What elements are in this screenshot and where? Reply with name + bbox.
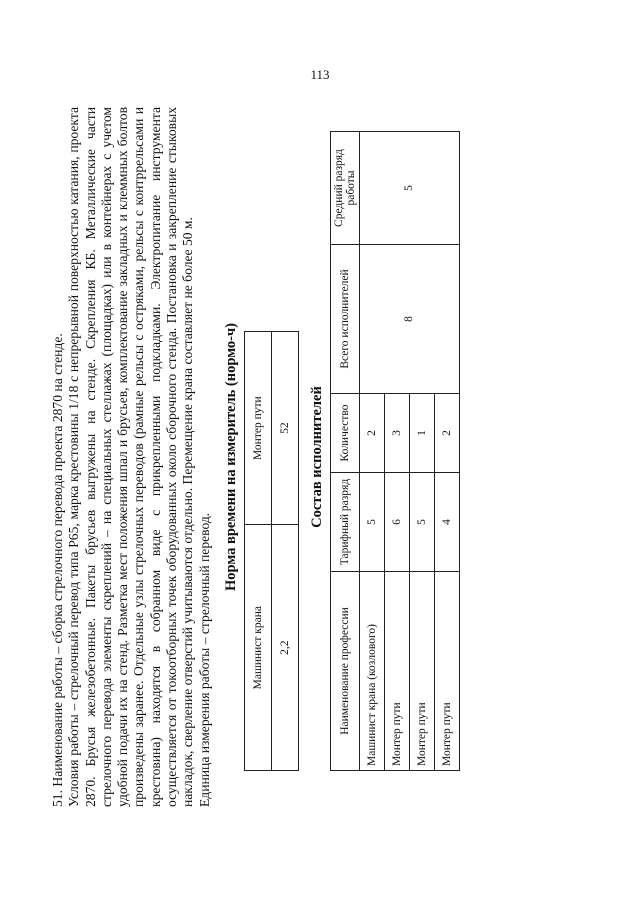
crew-grade: 5 bbox=[359, 472, 384, 571]
crew-count: 2 bbox=[434, 393, 459, 472]
crew-table bbox=[330, 131, 460, 771]
crew-count: 2 bbox=[359, 393, 384, 472]
page-number: 113 bbox=[310, 66, 330, 82]
norm-heading: Норма времени на измеритель (нормо-ч) bbox=[222, 322, 239, 591]
norm-table bbox=[244, 331, 299, 771]
crew-count: 1 bbox=[409, 393, 434, 472]
crew-profession: Монтер пути bbox=[434, 571, 459, 770]
crew-count: 3 bbox=[384, 393, 409, 472]
unit-of-measure: Единица измерения работы – стрелочный перевод. bbox=[196, 512, 212, 807]
table-row bbox=[359, 131, 384, 770]
rotated-page bbox=[40, 53, 600, 853]
crew-profession: Машинист крана (козлового) bbox=[359, 571, 384, 770]
norm-header-track-fitter: Монтер пути bbox=[244, 331, 271, 524]
crew-header-count: Количество bbox=[330, 393, 359, 472]
norm-value-track-fitter: 52 bbox=[271, 331, 298, 524]
crew-profession: Монтер пути bbox=[409, 571, 434, 770]
crew-header-grade: Тарифный разряд bbox=[330, 472, 359, 571]
crew-profession: Монтер пути bbox=[384, 571, 409, 770]
work-title: 51. Наименование работы – сборка стрелочного перевода проекта 2870 на стенде. bbox=[50, 332, 65, 807]
crew-grade: 5 bbox=[409, 472, 434, 571]
crew-total: 8 bbox=[359, 244, 459, 393]
norm-value-crane-operator: 2,2 bbox=[271, 524, 298, 770]
crew-avg-grade: 5 bbox=[359, 131, 459, 244]
work-conditions: Условия работы – стрелочный перевод типа Р65, марка крестовины 1/18 с непрерывной поверхностью катания, проекта 2870. Брусья железобетонные. Пакеты брусьев выгружены на стенде. Скрепления КБ. Металлические части стрелочного перевода элементы скреплений – на специальных стеллажах (площадках) или в контейнерах с учетом удобной подачи их на стенд. Разметка мест положения шпал и брусьев, комплектование закладных и клеммных болтов произведены заранее. Отдельные узлы стрелочных переводов (рамные рельсы с остряками, рельсы с контррельсами и крестовина) находятся в собранном виде с прикрепленными подкладками. Электропитание инструмента осуществляется от токоотборных точек оборудованных около сборочного стенда. Постановка и закрепление стыковых накладок, сверление отверстий учитываются отдельно. Перемещение крана составляет не более 50 м. bbox=[66, 106, 196, 807]
crew-header-avg-grade: Средний разряд работы bbox=[330, 131, 359, 244]
crew-grade: 6 bbox=[384, 472, 409, 571]
norm-header-crane-operator: Машинист крана bbox=[244, 524, 271, 770]
crew-heading: Состав исполнителей bbox=[308, 385, 325, 528]
crew-header-profession: Наименование профессии bbox=[330, 571, 359, 770]
crew-header-total: Всего исполнителей bbox=[330, 244, 359, 393]
page-content bbox=[50, 107, 460, 807]
crew-grade: 4 bbox=[434, 472, 459, 571]
